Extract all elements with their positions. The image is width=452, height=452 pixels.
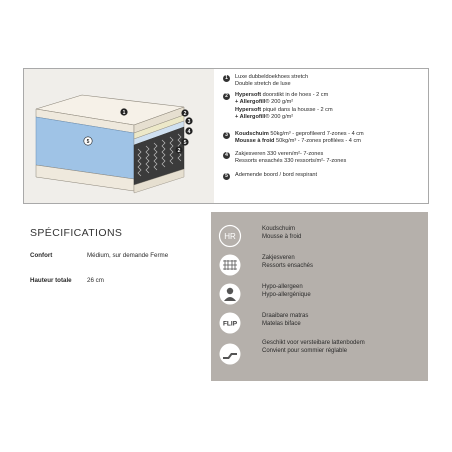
svg-text:FLIP: FLIP xyxy=(222,320,238,328)
legend-line: Ressorts ensachés 330 ressorts/m²- 7-zones xyxy=(235,158,347,165)
mattress-illustration xyxy=(24,69,214,203)
mattress-panel xyxy=(23,68,429,204)
feature-flip xyxy=(222,313,427,329)
hr-icon xyxy=(218,224,242,248)
hypoallergenic-icon xyxy=(218,282,242,306)
legend-line: Koudschuim 50kg/m³ - geprofileerd 7-zones - 4 cm xyxy=(235,131,364,137)
diagram-label-4: 4 xyxy=(187,128,191,135)
features-panel xyxy=(211,212,428,381)
legend-line: Double stretch de luxe xyxy=(235,81,291,88)
spec-key: Confort xyxy=(30,252,53,259)
feature-line: Matelas biface xyxy=(262,320,301,327)
legend-line: Zakjesveren 330 veren/m²- 7-zones xyxy=(235,151,324,157)
diagram-label-5: 5 xyxy=(183,139,187,146)
feature-line: Hypo-allergeen xyxy=(262,284,303,290)
spec-value: 26 cm xyxy=(87,277,104,284)
legend-line: Ademende boord / bord respirant xyxy=(235,172,318,178)
adjustable-bed-icon xyxy=(218,342,242,366)
diagram-label-1: 1 xyxy=(122,109,126,116)
legend-number: 5 xyxy=(223,173,230,180)
feature-line: Hypo-allergénique xyxy=(262,291,311,298)
springs-icon xyxy=(218,253,242,277)
svg-text:HR: HR xyxy=(224,232,236,241)
legend-line: Luxe dubbeldoekhoes stretch xyxy=(235,74,309,80)
legend-line: Hypersoft piqué dans la housse - 2 cm xyxy=(235,106,333,113)
feature-cold-foam xyxy=(224,226,427,242)
feature-line: Mousse à froid xyxy=(262,233,302,240)
diagram-label-2b: 2 xyxy=(177,147,181,154)
feature-line: Koudschuim xyxy=(262,226,296,232)
flip-icon xyxy=(218,311,242,335)
legend-line: Hypersoft doorstikt in de hoes - 2 cm xyxy=(235,92,329,98)
diagram-label-2: 2 xyxy=(183,110,187,117)
legend-item-4 xyxy=(223,151,435,166)
feature-line: Draaibare matras xyxy=(262,313,309,319)
feature-adjustable-base xyxy=(262,340,422,356)
legend-number: 1 xyxy=(223,75,230,82)
diagram-label-3: 3 xyxy=(187,118,191,125)
legend-item-2 xyxy=(223,92,435,121)
legend-line: Mousse à froid 50kg/m³ - 7-zones profilées - 4 cm xyxy=(235,138,361,145)
specs-title: SPÉCIFICATIONS xyxy=(30,227,123,239)
spec-key: Hauteur totale xyxy=(30,277,72,284)
spec-value: Médium, sur demande Ferme xyxy=(87,252,169,259)
legend-item-5 xyxy=(223,172,435,179)
legend-item-3 xyxy=(223,131,435,146)
feature-line: Geschikt voor versteibare lattenbodem xyxy=(262,340,365,346)
feature-pocket-springs xyxy=(262,255,427,271)
legend-line: + Allergofill® 200 g/m² xyxy=(235,113,294,120)
feature-line: Convient pour sommier réglable xyxy=(262,347,348,354)
legend-number: 4 xyxy=(223,152,230,159)
diagram-label-5b: 5 xyxy=(86,138,90,145)
feature-line: Zakjesveren xyxy=(262,255,295,261)
feature-hypoallergenic xyxy=(262,284,427,300)
legend-item-1 xyxy=(223,74,435,89)
legend-number: 2 xyxy=(223,93,230,100)
legend-line: + Allergofill® 200 g/m² xyxy=(235,99,294,106)
mattress-diagram xyxy=(24,69,214,203)
feature-line: Ressorts ensachés xyxy=(262,262,314,269)
legend-number: 3 xyxy=(223,132,230,139)
